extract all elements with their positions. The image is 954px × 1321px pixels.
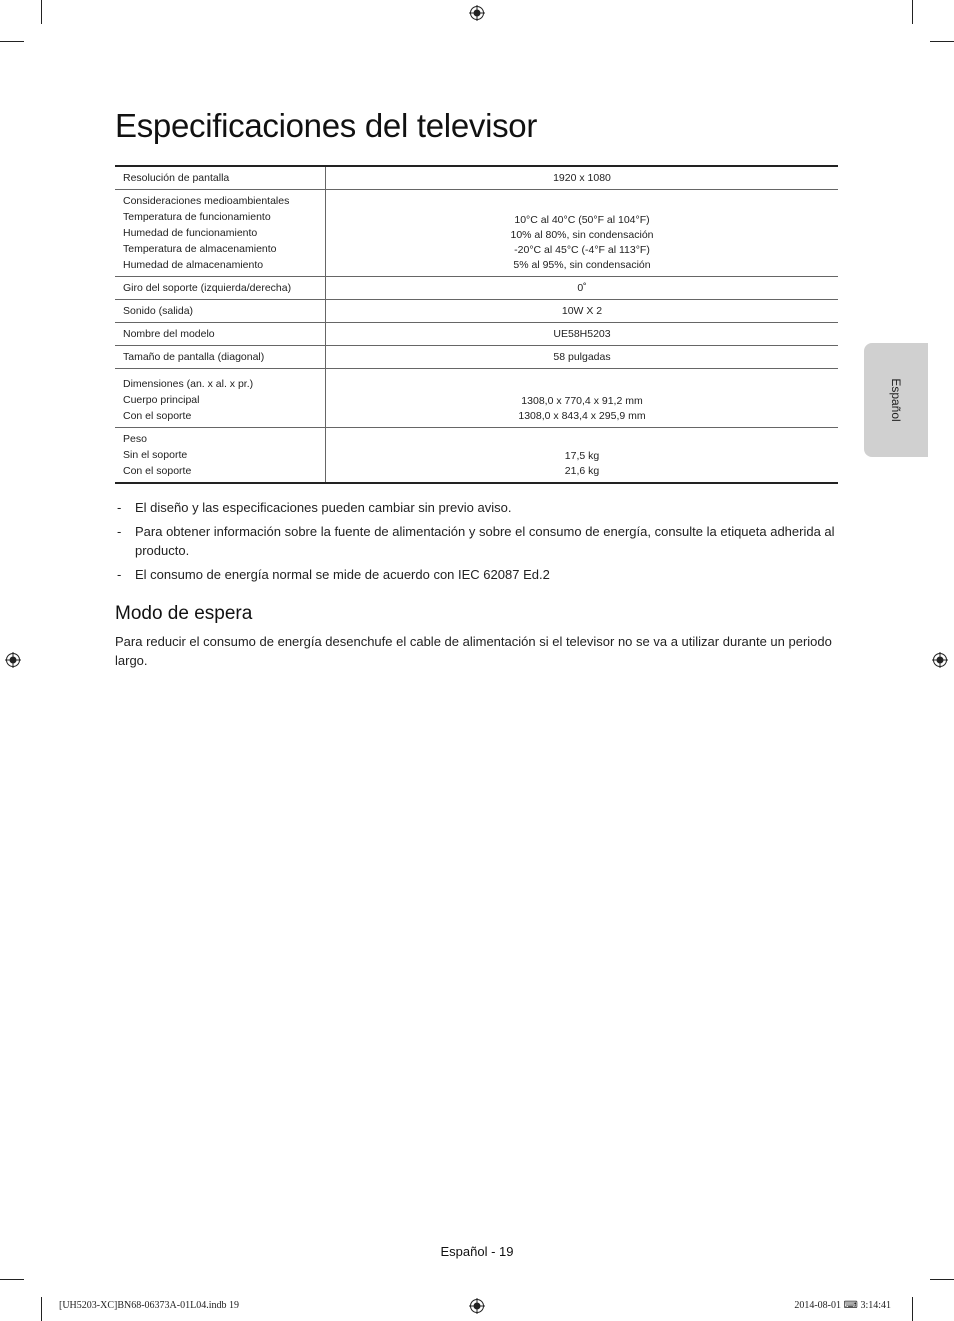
spec-label: Tamaño de pantalla (diagonal) [115, 346, 326, 369]
list-item: - Para obtener información sobre la fuente de alimentación y sobre el consumo de energía, consulte la etiqueta adherida al producto. [117, 524, 835, 558]
crop-mark [912, 1297, 913, 1321]
bullet-dash: - [117, 524, 122, 539]
spec-value: 10W X 2 [326, 300, 839, 323]
spec-value: UE58H5203 [326, 323, 839, 346]
page-number: Español - 19 [440, 1244, 514, 1259]
crop-mark [41, 1297, 42, 1321]
section-body: Para reducir el consumo de energía desenchufe el cable de alimentación si el televisor no se va a utilizar durante un periodo largo. [115, 634, 832, 668]
spec-value: 17,5 kg 21,6 kg [564, 450, 600, 477]
footer-timestamp: 2014-08-01 ⌨ 3:14:41 [794, 1300, 891, 1311]
registration-mark-icon [932, 652, 948, 668]
footer-file: [UH5203-XC]BN68-06373A-01L04.indb 19 [59, 1300, 239, 1311]
language-side-tab [864, 343, 928, 457]
spec-row [115, 346, 838, 369]
spec-value: 1308,0 x 770,4 x 91,2 mm 1308,0 x 843,4 x 295,9 mm [326, 369, 839, 428]
spec-row [115, 166, 838, 190]
crop-mark [0, 1279, 24, 1280]
page-title: Especificaciones del televisor [115, 107, 538, 144]
spec-table [115, 165, 838, 484]
bullet-dash: - [117, 500, 122, 515]
spec-label: Resolución de pantalla [115, 166, 326, 190]
side-tab-label: Español [889, 378, 903, 422]
spec-value: 58 pulgadas [326, 346, 839, 369]
crop-mark [930, 1279, 954, 1280]
bullet-dash: - [117, 567, 122, 582]
crop-mark [41, 0, 42, 24]
spec-label: Dimensiones (an. x al. x pr.) Cuerpo principal Con el soporte [115, 369, 326, 428]
spec-label: Sonido (salida) [115, 300, 326, 323]
spec-value: 10°C al 40°C (50°F al 104°F) 10% al 80%, sin condensación -20°C al 45°C (-4°F al 113°F) 5% al 95%, sin condensación [326, 190, 839, 277]
registration-mark-icon [469, 5, 485, 21]
section-heading: Modo de espera [115, 603, 253, 624]
spec-label: Giro del soporte (izquierda/derecha) [115, 277, 326, 300]
spec-label: Consideraciones medioambientales Temperatura de funcionamiento Humedad de funcionamiento Temperatura de almacenamiento Humedad de almacenamiento [115, 190, 326, 277]
registration-mark-icon [469, 1298, 485, 1314]
spec-label: Nombre del modelo [115, 323, 326, 346]
list-item: - El consumo de energía normal se mide de acuerdo con IEC 62087 Ed.2 [117, 567, 550, 582]
spec-row [115, 428, 838, 484]
spec-label: Peso Sin el soporte Con el soporte [115, 428, 326, 484]
crop-mark [0, 41, 24, 42]
crop-mark [912, 0, 913, 24]
spec-value: 0˚ [326, 277, 839, 300]
spec-row [115, 369, 838, 428]
list-item: - El diseño y las especificaciones pueden cambiar sin previo aviso. [117, 500, 512, 515]
spec-row [115, 190, 838, 277]
spec-row [115, 300, 838, 323]
spec-row [115, 277, 838, 300]
notes-list [115, 498, 835, 589]
spec-value: 1920 x 1080 [326, 166, 839, 190]
registration-mark-icon [5, 652, 21, 668]
spec-row [115, 323, 838, 346]
crop-mark [930, 41, 954, 42]
